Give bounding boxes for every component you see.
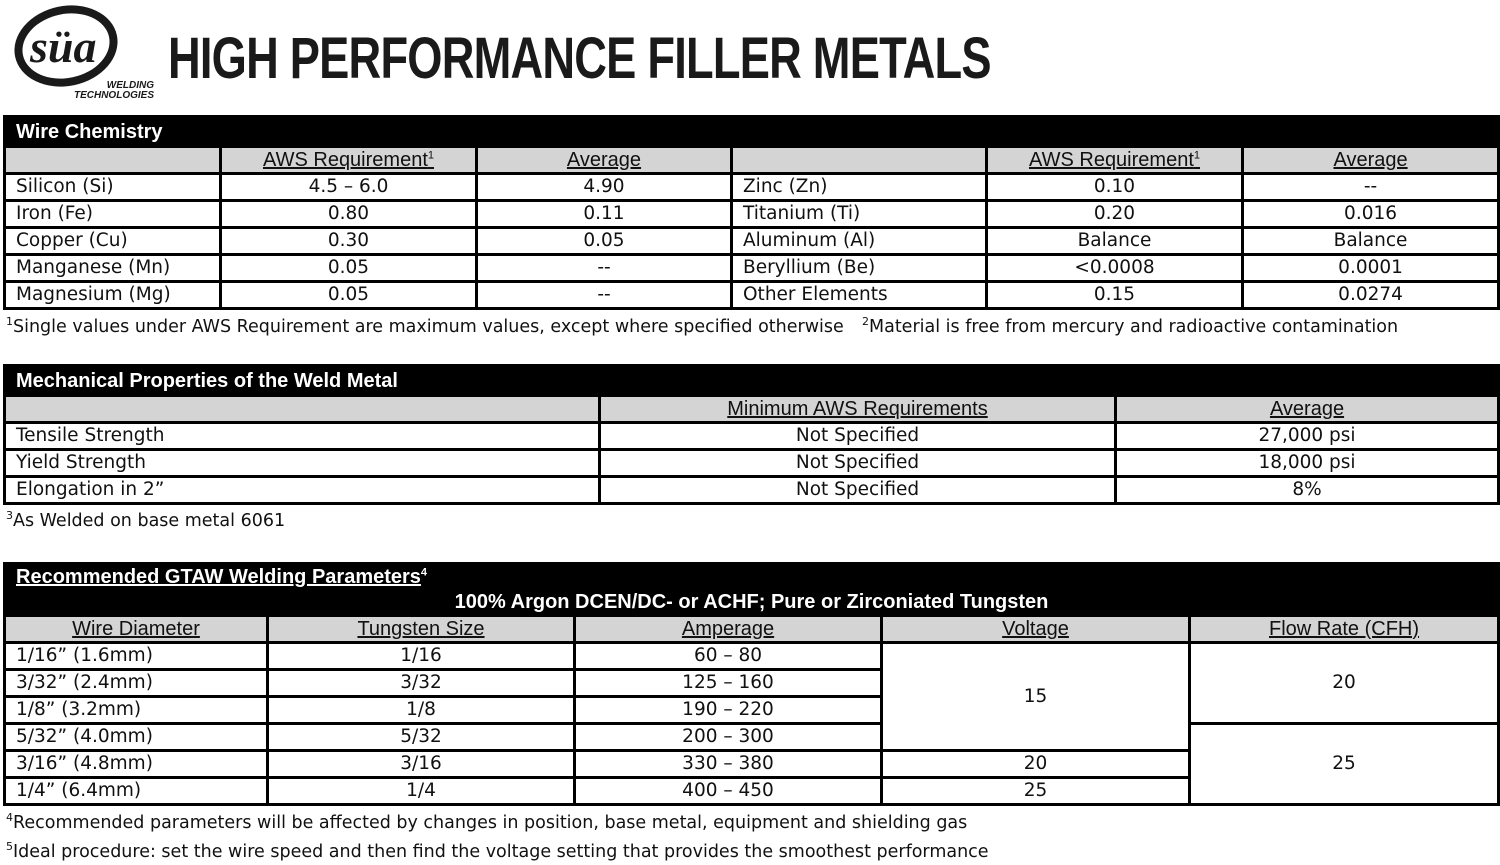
amperage: 200 – 300 xyxy=(575,724,882,751)
aws-value: 0.30 xyxy=(221,228,477,255)
logo-sub-welding: WELDING xyxy=(106,80,154,91)
tungsten-size: 1/16 xyxy=(268,643,575,670)
tungsten-size: 3/16 xyxy=(268,751,575,778)
gtaw-subtitle: 100% Argon DCEN/DC- or ACHF; Pure or Zirconiated Tungsten xyxy=(5,590,1499,616)
footnote-2: $^2$Material is free from mercury and radioactive contamination xyxy=(862,315,1399,337)
header-average-left: Average xyxy=(477,147,732,174)
header-amperage: Amperage xyxy=(575,616,882,643)
header-flow-rate: Flow Rate (CFH) xyxy=(1190,616,1499,643)
minimum-value: Not Specified xyxy=(600,423,1116,450)
wire-chemistry-header-row xyxy=(5,147,1499,174)
table-row xyxy=(5,450,1499,477)
property-name: Yield Strength xyxy=(5,450,600,477)
wire-diameter: 1/16” (1.6mm) xyxy=(5,643,268,670)
tungsten-size: 3/32 xyxy=(268,670,575,697)
gtaw-title: Recommended GTAW Welding Parameters$^4$ xyxy=(5,564,1499,590)
wire-diameter: 1/8” (3.2mm) xyxy=(5,697,268,724)
table-row xyxy=(5,724,1499,751)
wire-chemistry-title: Wire Chemistry xyxy=(5,117,1499,147)
average-value: 0.0001 xyxy=(1243,255,1499,282)
mechanical-properties-title: Mechanical Properties of the Weld Metal xyxy=(5,366,1499,396)
element-name: Silicon (Si) xyxy=(5,174,221,201)
amperage: 190 – 220 xyxy=(575,697,882,724)
average-value: Balance xyxy=(1243,228,1499,255)
gtaw-header-row xyxy=(5,616,1499,643)
minimum-value: Not Specified xyxy=(600,477,1116,504)
header-minimum-aws: Minimum AWS Requirements xyxy=(600,396,1116,423)
gtaw-parameters-table xyxy=(3,562,1500,806)
footnote-4: $^4$Recommended parameters will be affected by changes in position, base metal, equipment and shielding gas xyxy=(6,811,968,833)
header-average-right: Average xyxy=(1243,147,1499,174)
minimum-value: Not Specified xyxy=(600,450,1116,477)
average-value: 8% xyxy=(1116,477,1499,504)
wire-diameter: 1/4” (6.4mm) xyxy=(5,778,268,805)
aws-value: 0.15 xyxy=(987,282,1243,309)
tungsten-size: 1/4 xyxy=(268,778,575,805)
element-name: Zinc (Zn) xyxy=(732,174,987,201)
element-name: Aluminum (Al) xyxy=(732,228,987,255)
aws-value: 0.10 xyxy=(987,174,1243,201)
average-value: -- xyxy=(477,255,732,282)
property-name: Tensile Strength xyxy=(5,423,600,450)
mechanical-properties-table xyxy=(3,364,1500,505)
table-row xyxy=(5,201,1499,228)
header-wire-diameter: Wire Diameter xyxy=(5,616,268,643)
header-average: Average xyxy=(1116,396,1499,423)
average-value: 18,000 psi xyxy=(1116,450,1499,477)
table-row xyxy=(5,174,1499,201)
average-value: -- xyxy=(477,282,732,309)
element-name: Other Elements xyxy=(732,282,987,309)
page-title: HIGH PERFORMANCE FILLER METALS xyxy=(168,26,991,91)
aws-value: 0.05 xyxy=(221,282,477,309)
wire-diameter: 5/32” (4.0mm) xyxy=(5,724,268,751)
aws-value: 0.80 xyxy=(221,201,477,228)
page-header xyxy=(0,0,1500,112)
table-row xyxy=(5,423,1499,450)
average-value: 0.016 xyxy=(1243,201,1499,228)
element-name: Magnesium (Mg) xyxy=(5,282,221,309)
average-value: -- xyxy=(1243,174,1499,201)
aws-value: <0.0008 xyxy=(987,255,1243,282)
footnote-1: $^1$Single values under AWS Requirement are maximum values, except where specified otherwise xyxy=(6,315,844,337)
header-tungsten-size: Tungsten Size xyxy=(268,616,575,643)
table-row xyxy=(5,255,1499,282)
table-row xyxy=(5,477,1499,504)
wire-diameter: 3/16” (4.8mm) xyxy=(5,751,268,778)
header-blank-right xyxy=(732,147,987,174)
average-value: 0.11 xyxy=(477,201,732,228)
voltage-20: 20 xyxy=(882,751,1190,778)
average-value: 0.0274 xyxy=(1243,282,1499,309)
element-name: Manganese (Mn) xyxy=(5,255,221,282)
logo-sub-technologies: TECHNOLOGIES xyxy=(73,90,154,101)
table-row xyxy=(5,282,1499,309)
mechanical-header-row xyxy=(5,396,1499,423)
header-blank-left xyxy=(5,147,221,174)
aws-value: 0.05 xyxy=(221,255,477,282)
amperage: 330 – 380 xyxy=(575,751,882,778)
header-blank xyxy=(5,396,600,423)
average-value: 4.90 xyxy=(477,174,732,201)
header-voltage: Voltage xyxy=(882,616,1190,643)
element-name: Copper (Cu) xyxy=(5,228,221,255)
flow-rate-25: 25 xyxy=(1190,724,1499,805)
amperage: 400 – 450 xyxy=(575,778,882,805)
wire-diameter: 3/32” (2.4mm) xyxy=(5,670,268,697)
aws-value: Balance xyxy=(987,228,1243,255)
element-name: Titanium (Ti) xyxy=(732,201,987,228)
table-row xyxy=(5,228,1499,255)
header-aws-left: AWS Requirement$^1$ xyxy=(221,147,477,174)
logo-wordmark: süa xyxy=(30,21,97,72)
tungsten-size: 1/8 xyxy=(268,697,575,724)
table-row xyxy=(5,643,1499,670)
voltage-25: 25 xyxy=(882,778,1190,805)
average-value: 27,000 psi xyxy=(1116,423,1499,450)
sua-logo xyxy=(8,2,158,102)
amperage: 60 – 80 xyxy=(575,643,882,670)
aws-value: 4.5 – 6.0 xyxy=(221,174,477,201)
amperage: 125 – 160 xyxy=(575,670,882,697)
aws-value: 0.20 xyxy=(987,201,1243,228)
voltage-15: 15 xyxy=(882,643,1190,751)
footnote-5: $^5$Ideal procedure: set the wire speed and then find the voltage setting that provides the smoothest performance xyxy=(6,840,989,862)
footnote-3: $^3$As Welded on base metal 6061 xyxy=(6,509,286,531)
property-name: Elongation in 2” xyxy=(5,477,600,504)
element-name: Iron (Fe) xyxy=(5,201,221,228)
wire-chemistry-table xyxy=(3,115,1500,310)
average-value: 0.05 xyxy=(477,228,732,255)
flow-rate-20: 20 xyxy=(1190,643,1499,724)
header-aws-right: AWS Requirement$^1$ xyxy=(987,147,1243,174)
element-name: Beryllium (Be) xyxy=(732,255,987,282)
tungsten-size: 5/32 xyxy=(268,724,575,751)
